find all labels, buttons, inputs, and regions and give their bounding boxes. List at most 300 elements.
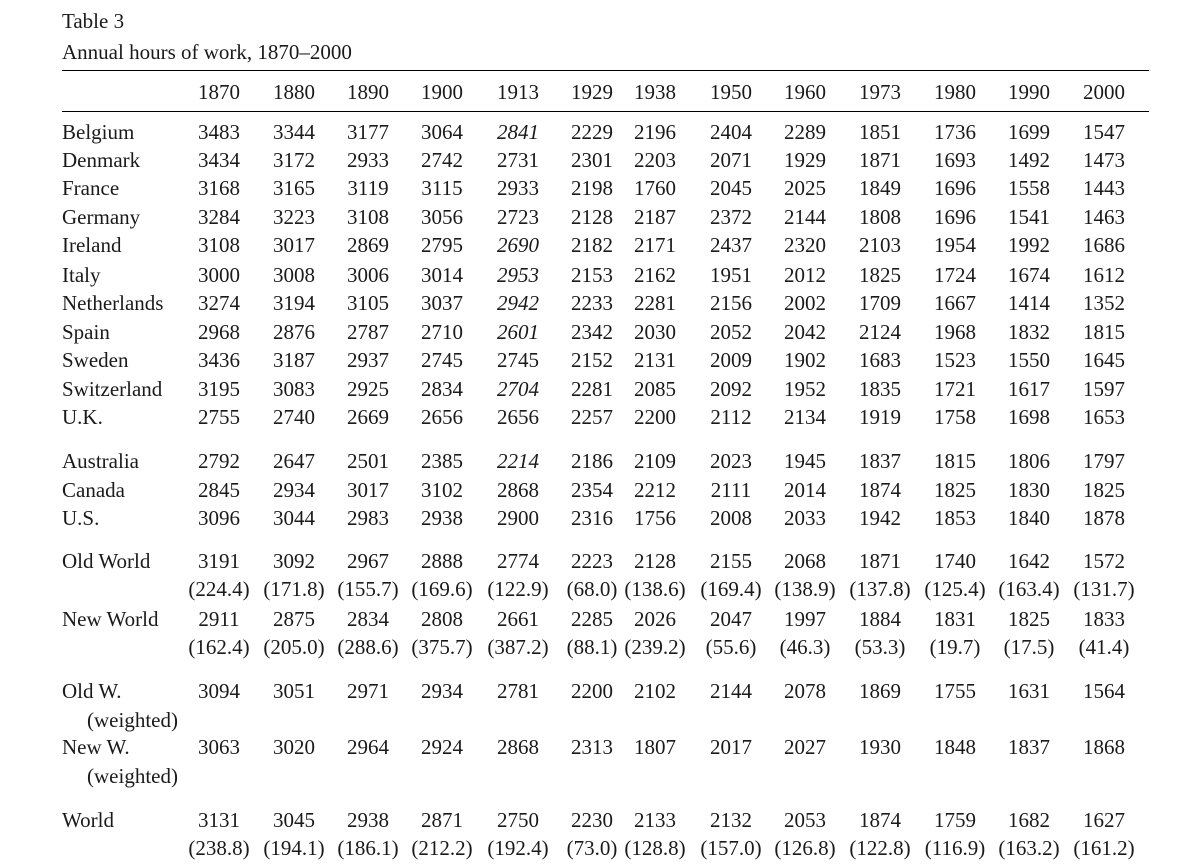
value-cell: 3195 (198, 377, 240, 401)
value-cell: 1755 (934, 679, 976, 703)
value-cell: 1760 (634, 176, 676, 200)
value-cell: 2316 (571, 506, 613, 530)
value-cell: 2795 (421, 233, 463, 257)
value-cell: 2869 (347, 233, 389, 257)
value-cell: 2781 (497, 679, 539, 703)
value-cell: 2834 (347, 607, 389, 631)
value-cell: 2128 (634, 549, 676, 573)
value-cell: 2187 (634, 205, 676, 229)
value-cell: 1853 (934, 506, 976, 530)
value-cell: 2755 (198, 405, 240, 429)
value-cell: 1443 (1083, 176, 1125, 200)
value-cell: 3102 (421, 478, 463, 502)
value-cell: 1929 (784, 148, 826, 172)
value-cell: 2934 (273, 478, 315, 502)
value-cell: 2196 (634, 120, 676, 144)
row-label: Netherlands (62, 291, 164, 315)
value-cell: 2152 (571, 348, 613, 372)
value-cell: 2934 (421, 679, 463, 703)
table-row (0, 118, 1189, 146)
value-cell: 1709 (859, 291, 901, 315)
value-cell: 1541 (1008, 205, 1050, 229)
value-cell: 1807 (634, 735, 676, 759)
value-cell: 2876 (273, 320, 315, 344)
table-row (0, 504, 1189, 532)
value-cell: 3115 (421, 176, 463, 200)
value-cell: 1851 (859, 120, 901, 144)
std-dev-cell: (205.0) (263, 635, 325, 659)
value-cell: 2233 (571, 291, 613, 315)
value-cell: 2009 (710, 348, 752, 372)
std-dev-cell: (169.4) (700, 577, 762, 601)
table-row (0, 346, 1189, 374)
value-cell: 3045 (273, 808, 315, 832)
value-cell: 1492 (1008, 148, 1050, 172)
value-cell: 1951 (710, 263, 752, 287)
value-cell: 2868 (497, 735, 539, 759)
std-dev-cell: (19.7) (929, 635, 981, 659)
value-cell: 2911 (198, 607, 240, 631)
value-cell: 1874 (859, 478, 901, 502)
value-cell: 1759 (934, 808, 976, 832)
std-dev-cell: (126.8) (774, 836, 836, 860)
value-cell: 2111 (710, 478, 752, 502)
table-row (0, 547, 1189, 575)
value-cell: 1919 (859, 405, 901, 429)
value-cell: 2656 (421, 405, 463, 429)
std-dev-cell: (387.2) (487, 635, 549, 659)
value-cell: 1627 (1083, 808, 1125, 832)
value-cell: 2868 (497, 478, 539, 502)
value-cell: 1686 (1083, 233, 1125, 257)
value-cell: 1463 (1083, 205, 1125, 229)
value-cell: 2669 (347, 405, 389, 429)
value-cell: 1721 (934, 377, 976, 401)
row-label-note: (weighted) (87, 764, 178, 788)
value-cell: 2131 (634, 348, 676, 372)
value-cell: 2938 (347, 808, 389, 832)
std-dev-cell: (157.0) (700, 836, 762, 860)
value-cell: 3017 (273, 233, 315, 257)
value-cell: 2774 (497, 549, 539, 573)
value-cell: 3165 (273, 176, 315, 200)
value-cell: 2030 (634, 320, 676, 344)
std-dev-cell: (169.6) (411, 577, 473, 601)
row-label: Australia (62, 449, 139, 473)
value-cell: 2875 (273, 607, 315, 631)
value-cell: 2301 (571, 148, 613, 172)
value-cell: 2723 (497, 205, 539, 229)
row-label-note: (weighted) (87, 708, 178, 732)
value-cell: 2787 (347, 320, 389, 344)
std-dev-cell: (163.2) (998, 836, 1060, 860)
std-dev-cell: (122.9) (487, 577, 549, 601)
value-cell: 1740 (934, 549, 976, 573)
value-cell: 3108 (347, 205, 389, 229)
std-dev-cell: (186.1) (337, 836, 399, 860)
row-label: New World (62, 607, 159, 631)
std-dev-cell: (53.3) (854, 635, 906, 659)
value-cell: 2212 (634, 478, 676, 502)
value-cell: 1902 (784, 348, 826, 372)
value-cell: 1871 (859, 148, 901, 172)
value-cell: 1878 (1083, 506, 1125, 530)
value-cell: 3172 (273, 148, 315, 172)
std-dev-cell: (162.4) (188, 635, 250, 659)
value-cell: 1808 (859, 205, 901, 229)
value-cell: 2404 (710, 120, 752, 144)
row-label: Spain (62, 320, 110, 344)
value-cell: 2834 (421, 377, 463, 401)
value-cell: 3223 (273, 205, 315, 229)
value-cell: 2971 (347, 679, 389, 703)
value-cell: 2133 (634, 808, 676, 832)
value-cell: 1874 (859, 808, 901, 832)
value-cell: 2710 (421, 320, 463, 344)
value-cell: 1699 (1008, 120, 1050, 144)
value-cell: 3177 (347, 120, 389, 144)
value-cell: 1815 (1083, 320, 1125, 344)
value-cell: 2162 (634, 263, 676, 287)
value-cell: 1952 (784, 377, 826, 401)
value-cell: 1825 (859, 263, 901, 287)
value-cell: 2132 (710, 808, 752, 832)
value-cell: 2933 (347, 148, 389, 172)
value-cell: 2023 (710, 449, 752, 473)
row-label: Switzerland (62, 377, 163, 401)
value-cell: 2144 (710, 679, 752, 703)
row-label: Denmark (62, 148, 141, 172)
value-cell: 3083 (273, 377, 315, 401)
value-cell: 2257 (571, 405, 613, 429)
value-cell: 2047 (710, 607, 752, 631)
value-cell: 2008 (710, 506, 752, 530)
value-cell: 3187 (273, 348, 315, 372)
value-cell: 1674 (1008, 263, 1050, 287)
value-cell: 2656 (497, 405, 539, 429)
value-cell: 2342 (571, 320, 613, 344)
value-cell: 3051 (273, 679, 315, 703)
std-dev-cell: (212.2) (411, 836, 473, 860)
value-cell: 2385 (421, 449, 463, 473)
std-dev-cell: (73.0) (566, 836, 618, 860)
std-dev-cell: (163.4) (998, 577, 1060, 601)
table-number: Table 3 (62, 9, 125, 33)
year-header: 1913 (497, 80, 539, 104)
row-label: Sweden (62, 348, 129, 372)
value-cell: 2792 (198, 449, 240, 473)
table-row (0, 403, 1189, 431)
std-dev-cell: (161.2) (1073, 836, 1135, 860)
row-label: New W. (62, 735, 130, 759)
value-cell: 2661 (497, 607, 539, 631)
value-cell: 1736 (934, 120, 976, 144)
std-dev-cell: (46.3) (779, 635, 831, 659)
value-cell: 2027 (784, 735, 826, 759)
std-dev-row (0, 575, 1189, 603)
value-cell: 1945 (784, 449, 826, 473)
value-cell: 2214 (497, 449, 539, 473)
value-cell: 2200 (571, 679, 613, 703)
row-label: Ireland (62, 233, 122, 257)
value-cell: 2942 (497, 291, 539, 315)
value-cell: 2052 (710, 320, 752, 344)
std-dev-cell: (41.4) (1078, 635, 1130, 659)
std-dev-cell: (55.6) (705, 635, 757, 659)
value-cell: 2182 (571, 233, 613, 257)
value-cell: 1997 (784, 607, 826, 631)
row-label-continuation (0, 762, 1189, 790)
table-row (0, 318, 1189, 346)
std-dev-cell: (88.1) (566, 635, 618, 659)
value-cell: 2968 (198, 320, 240, 344)
row-label: Belgium (62, 120, 135, 144)
value-cell: 1930 (859, 735, 901, 759)
header-rule (62, 111, 1149, 112)
top-rule (62, 70, 1149, 71)
year-header: 1880 (273, 80, 315, 104)
std-dev-cell: (239.2) (624, 635, 686, 659)
std-dev-cell: (138.9) (774, 577, 836, 601)
value-cell: 1869 (859, 679, 901, 703)
row-label: U.K. (62, 405, 103, 429)
value-cell: 3105 (347, 291, 389, 315)
row-label: Germany (62, 205, 141, 229)
std-dev-cell: (128.8) (624, 836, 686, 860)
value-cell: 1756 (634, 506, 676, 530)
value-cell: 1837 (859, 449, 901, 473)
value-cell: 2983 (347, 506, 389, 530)
value-cell: 3168 (198, 176, 240, 200)
value-cell: 1832 (1008, 320, 1050, 344)
value-cell: 2281 (571, 377, 613, 401)
value-cell: 1840 (1008, 506, 1050, 530)
value-cell: 2156 (710, 291, 752, 315)
year-header: 1890 (347, 80, 389, 104)
year-header: 1980 (934, 80, 976, 104)
value-cell: 1645 (1083, 348, 1125, 372)
value-cell: 3044 (273, 506, 315, 530)
table-row (0, 174, 1189, 202)
value-cell: 1547 (1083, 120, 1125, 144)
value-cell: 2102 (634, 679, 676, 703)
value-cell: 1414 (1008, 291, 1050, 315)
std-dev-cell: (194.1) (263, 836, 325, 860)
row-label: France (62, 176, 120, 200)
value-cell: 2200 (634, 405, 676, 429)
value-cell: 1698 (1008, 405, 1050, 429)
value-cell: 1682 (1008, 808, 1050, 832)
value-cell: 1806 (1008, 449, 1050, 473)
value-cell: 1831 (934, 607, 976, 631)
value-cell: 2017 (710, 735, 752, 759)
value-cell: 2964 (347, 735, 389, 759)
table-row (0, 605, 1189, 633)
std-dev-cell: (131.7) (1073, 577, 1135, 601)
std-dev-cell: (116.9) (924, 836, 986, 860)
row-label: Old World (62, 549, 151, 573)
value-cell: 3037 (421, 291, 463, 315)
value-cell: 2198 (571, 176, 613, 200)
value-cell: 3483 (198, 120, 240, 144)
value-cell: 2014 (784, 478, 826, 502)
std-dev-cell: (68.0) (566, 577, 618, 601)
value-cell: 2745 (421, 348, 463, 372)
value-cell: 2938 (421, 506, 463, 530)
value-cell: 1564 (1083, 679, 1125, 703)
value-cell: 3056 (421, 205, 463, 229)
year-header: 1950 (710, 80, 752, 104)
value-cell: 2289 (784, 120, 826, 144)
row-label-continuation (0, 706, 1189, 734)
value-cell: 2937 (347, 348, 389, 372)
year-header: 1990 (1008, 80, 1050, 104)
value-cell: 2045 (710, 176, 752, 200)
value-cell: 3000 (198, 263, 240, 287)
std-dev-cell: (155.7) (337, 577, 399, 601)
header-row (0, 78, 1189, 106)
row-label: Canada (62, 478, 125, 502)
value-cell: 1572 (1083, 549, 1125, 573)
table-row (0, 375, 1189, 403)
value-cell: 2900 (497, 506, 539, 530)
year-header: 2000 (1083, 80, 1125, 104)
value-cell: 1597 (1083, 377, 1125, 401)
row-label: Old W. (62, 679, 122, 703)
value-cell: 2068 (784, 549, 826, 573)
value-cell: 2601 (497, 320, 539, 344)
value-cell: 2871 (421, 808, 463, 832)
value-cell: 2750 (497, 808, 539, 832)
value-cell: 1942 (859, 506, 901, 530)
value-cell: 3064 (421, 120, 463, 144)
year-header: 1870 (198, 80, 240, 104)
value-cell: 2354 (571, 478, 613, 502)
value-cell: 2109 (634, 449, 676, 473)
value-cell: 2012 (784, 263, 826, 287)
table-row (0, 806, 1189, 834)
std-dev-cell: (122.8) (849, 836, 911, 860)
std-dev-cell: (238.8) (188, 836, 250, 860)
value-cell: 1968 (934, 320, 976, 344)
value-cell: 1724 (934, 263, 976, 287)
value-cell: 3434 (198, 148, 240, 172)
value-cell: 2229 (571, 120, 613, 144)
value-cell: 1758 (934, 405, 976, 429)
value-cell: 2186 (571, 449, 613, 473)
value-cell: 1833 (1083, 607, 1125, 631)
value-cell: 1825 (1008, 607, 1050, 631)
value-cell: 2925 (347, 377, 389, 401)
std-dev-cell: (125.4) (924, 577, 986, 601)
std-dev-row (0, 834, 1189, 862)
value-cell: 3436 (198, 348, 240, 372)
value-cell: 2320 (784, 233, 826, 257)
std-dev-cell: (171.8) (263, 577, 325, 601)
table-row (0, 677, 1189, 705)
table-row (0, 261, 1189, 289)
value-cell: 2124 (859, 320, 901, 344)
value-cell: 2085 (634, 377, 676, 401)
value-cell: 2285 (571, 607, 613, 631)
year-header: 1900 (421, 80, 463, 104)
value-cell: 1631 (1008, 679, 1050, 703)
value-cell: 2967 (347, 549, 389, 573)
year-header: 1929 (571, 80, 613, 104)
value-cell: 1868 (1083, 735, 1125, 759)
value-cell: 2033 (784, 506, 826, 530)
value-cell: 2071 (710, 148, 752, 172)
value-cell: 1667 (934, 291, 976, 315)
value-cell: 3006 (347, 263, 389, 287)
value-cell: 2103 (859, 233, 901, 257)
value-cell: 1849 (859, 176, 901, 200)
value-cell: 1696 (934, 205, 976, 229)
row-label: U.S. (62, 506, 100, 530)
std-dev-cell: (192.4) (487, 836, 549, 860)
value-cell: 2078 (784, 679, 826, 703)
table-row (0, 447, 1189, 475)
value-cell: 1523 (934, 348, 976, 372)
value-cell: 2203 (634, 148, 676, 172)
value-cell: 2647 (273, 449, 315, 473)
value-cell: 1825 (1083, 478, 1125, 502)
value-cell: 2841 (497, 120, 539, 144)
value-cell: 2112 (710, 405, 752, 429)
value-cell: 1825 (934, 478, 976, 502)
value-cell: 1550 (1008, 348, 1050, 372)
value-cell: 2230 (571, 808, 613, 832)
table-row (0, 733, 1189, 761)
value-cell: 1612 (1083, 263, 1125, 287)
table-row (0, 231, 1189, 259)
value-cell: 1797 (1083, 449, 1125, 473)
value-cell: 2002 (784, 291, 826, 315)
value-cell: 2092 (710, 377, 752, 401)
value-cell: 2171 (634, 233, 676, 257)
row-label: World (62, 808, 114, 832)
value-cell: 1992 (1008, 233, 1050, 257)
value-cell: 1954 (934, 233, 976, 257)
table-title: Annual hours of work, 1870–2000 (62, 40, 352, 64)
value-cell: 1473 (1083, 148, 1125, 172)
value-cell: 2845 (198, 478, 240, 502)
value-cell: 2223 (571, 549, 613, 573)
value-cell: 2808 (421, 607, 463, 631)
value-cell: 1884 (859, 607, 901, 631)
value-cell: 3094 (198, 679, 240, 703)
value-cell: 3119 (347, 176, 389, 200)
table-row (0, 289, 1189, 317)
value-cell: 2042 (784, 320, 826, 344)
std-dev-cell: (138.6) (624, 577, 686, 601)
value-cell: 1830 (1008, 478, 1050, 502)
value-cell: 1835 (859, 377, 901, 401)
value-cell: 2313 (571, 735, 613, 759)
value-cell: 1653 (1083, 405, 1125, 429)
std-dev-cell: (17.5) (1003, 635, 1055, 659)
value-cell: 3131 (198, 808, 240, 832)
year-header: 1938 (634, 80, 676, 104)
row-label: Italy (62, 263, 101, 287)
value-cell: 2372 (710, 205, 752, 229)
value-cell: 2155 (710, 549, 752, 573)
value-cell: 3092 (273, 549, 315, 573)
value-cell: 3284 (198, 205, 240, 229)
value-cell: 2026 (634, 607, 676, 631)
value-cell: 1837 (1008, 735, 1050, 759)
value-cell: 2704 (497, 377, 539, 401)
